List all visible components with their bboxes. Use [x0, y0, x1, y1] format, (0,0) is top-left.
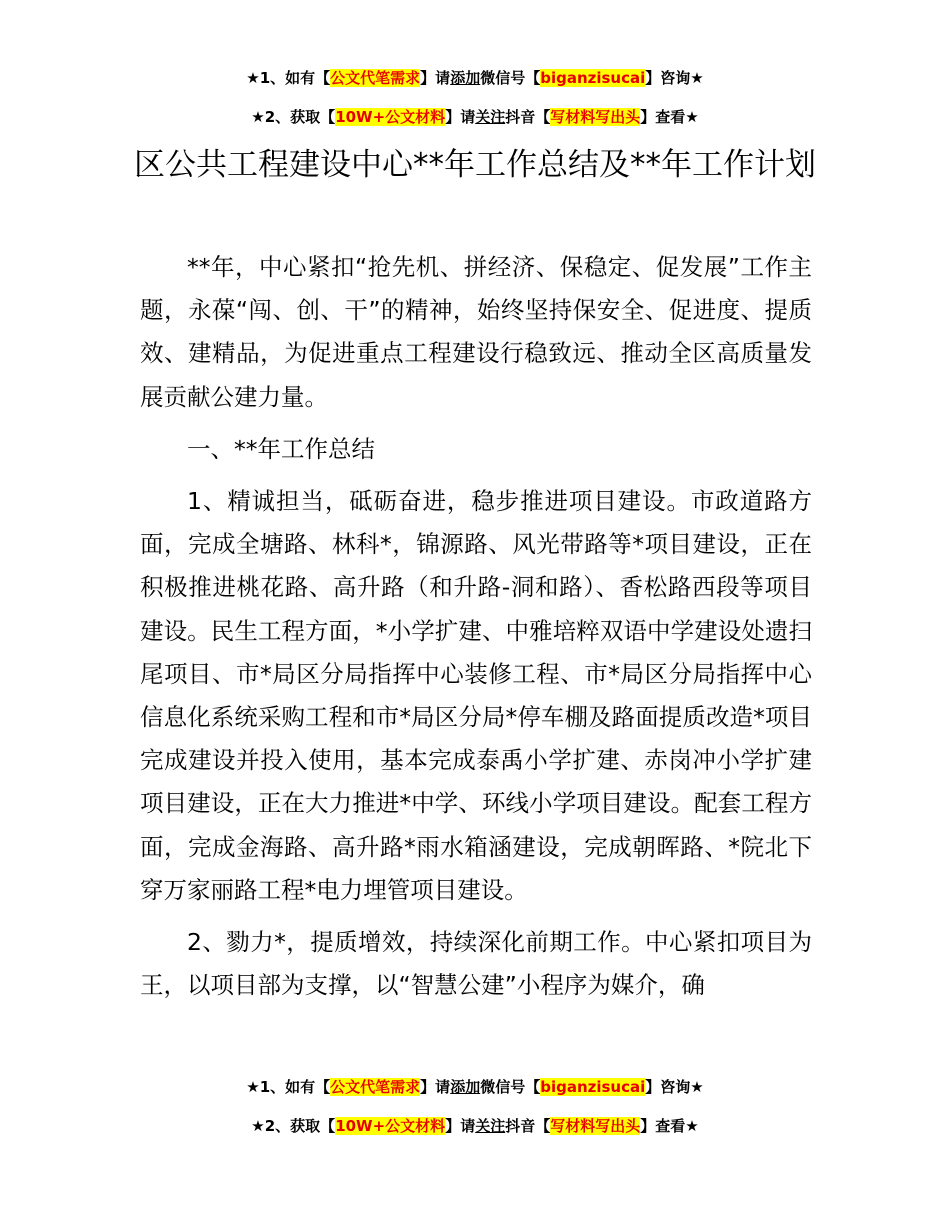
banner-highlight: biganzisucai [540, 69, 646, 87]
banner-line-2 [0, 1115, 950, 1137]
banner-text: ★1、如有【 [246, 1078, 331, 1096]
body-paragraph: **年，中心紧扣“抢先机、拼经济、保稳定、促发展”工作主题，永葆“闯、创、干”的精神，始终坚持保安全、促进度、提质效、建精品，为促进重点工程建设行稳致远、推动全区高质量发展贡献公建力量。 [140, 253, 812, 411]
banner-underlined-text: 关注 [475, 1117, 506, 1135]
banner-highlight: 10W+公文材料 [335, 108, 446, 126]
banner-underlined-text: 添加 [450, 69, 481, 87]
document-title: 区公共工程建设中心**年工作总结及**年工作计划 [134, 147, 816, 183]
section-heading: 一、**年工作总结 [187, 434, 375, 463]
banner-highlight: 写材料写出头 [550, 108, 641, 126]
banner-underlined-text: 添加 [450, 1078, 481, 1096]
banner-text: 】请 [445, 1117, 476, 1135]
banner-text: 】请 [445, 108, 476, 126]
body-paragraph: 1、精诚担当，砥砺奋进，稳步推进项目建设。市政道路方面，完成全塘路、林科*，锦源路、风光带路等*项目建设，正在积极推进桃花路、高升路（和升路-洞和路）、香松路西段等项目建设。民生工程方面，*小学扩建、中雅培粹双语中学建设处遗扫尾项目、市*局区分局指挥中心装修工程、市*局区分局指挥中心信息化系统采购工程和市*局区分局*停车棚及路面提质改造*项目完成建设并投入使用，基本完成泰禹小学扩建、赤岗冲小学扩建项目建设，正在大力推进*中学、环线小学项目建设。配套工程方面，完成金海路、高升路*雨水箱涵建设，完成朝晖路、*院北下穿万家丽路工程*电力埋管项目建设。 [140, 487, 812, 904]
banner-highlight: 公文代笔需求 [330, 1078, 421, 1096]
banner-text: 】查看★ [640, 108, 699, 126]
banner-text: 微信号【 [480, 69, 541, 87]
banner-text: 】请 [420, 1078, 451, 1096]
banner-text: 】咨询★ [645, 1078, 704, 1096]
banner-line-2 [0, 106, 950, 128]
document-body [140, 246, 812, 1016]
banner-underlined-text: 关注 [475, 108, 506, 126]
banner-line-1 [0, 1076, 950, 1098]
banner-highlight: 公文代笔需求 [330, 69, 421, 87]
banner-text: ★1、如有【 [246, 69, 331, 87]
banner-text: 】咨询★ [645, 69, 704, 87]
banner-text: 】请 [420, 69, 451, 87]
banner-line-1 [0, 67, 950, 89]
banner-text: 抖音【 [505, 108, 551, 126]
banner-text: ★2、获取【 [251, 1117, 336, 1135]
banner-highlight: 写材料写出头 [550, 1117, 641, 1135]
banner-highlight: 10W+公文材料 [335, 1117, 446, 1135]
banner-highlight: biganzisucai [540, 1078, 646, 1096]
banner-text: 】查看★ [640, 1117, 699, 1135]
banner-text: 抖音【 [505, 1117, 551, 1135]
body-paragraph: 2、勠力*，提质增效，持续深化前期工作。中心紧扣项目为王，以项目部为支撑，以“智慧公建”小程序为媒介，确 [140, 928, 812, 1000]
banner-text: ★2、获取【 [251, 108, 336, 126]
banner-text: 微信号【 [480, 1078, 541, 1096]
